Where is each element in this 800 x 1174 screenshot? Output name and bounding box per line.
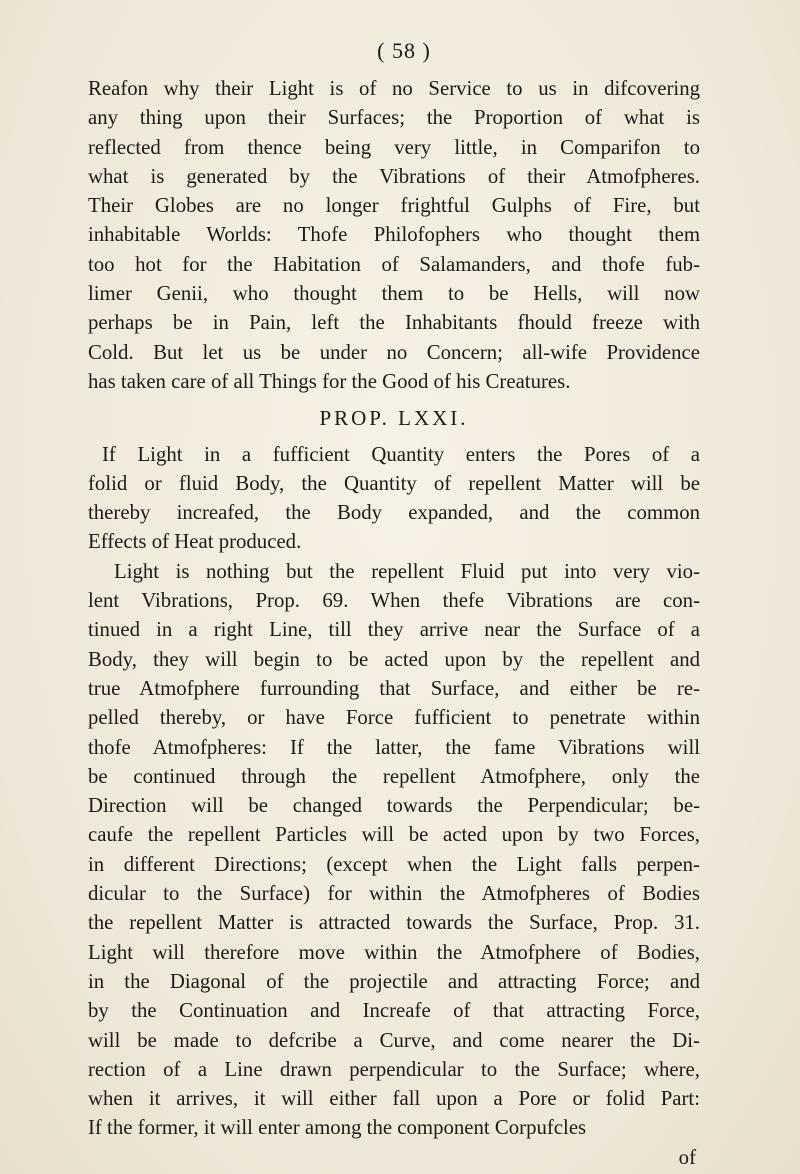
text-line: reflected from thence being very little, in Comparifon to	[88, 135, 700, 159]
text-line: Cold. But let us be under no Concern; all-wife Providence	[88, 340, 700, 364]
text-line: be continued through the repellent Atmofphere, only the	[88, 764, 700, 788]
text-line: perhaps be in Pain, left the Inhabitants fhould freeze with	[88, 311, 700, 335]
paragraph-3	[88, 557, 700, 1143]
text-line: Reafon why their Light is of no Service to us in difcovering	[88, 77, 700, 100]
text-line: in the Diagonal of the projectile and attracting Force; and	[88, 969, 700, 993]
paragraph-1	[88, 74, 700, 396]
page-number: ( 58 )	[377, 38, 431, 63]
text-line: folid or fluid Body, the Quantity of repellent Matter will be	[88, 471, 700, 495]
catchword: of	[678, 1145, 696, 1169]
text-line: inhabitable Worlds: Thofe Philofophers who thought them	[88, 223, 700, 247]
paragraph-2	[88, 440, 700, 557]
proposition-heading: PROP. LXXI.	[319, 406, 469, 431]
text-line: Direction will be changed towards the Perpendicular; be-	[88, 794, 700, 818]
text-line: Their Globes are no longer frightful Gulphs of Fire, but	[88, 194, 700, 218]
text-line: the repellent Matter is attracted towards the Surface, Prop. 31.	[88, 911, 700, 935]
text-line: Effects of Heat produced.	[88, 530, 302, 554]
text-line: Light will therefore move within the Atmofphere of Bodies,	[88, 940, 700, 964]
text-line: by the Continuation and Increafe of that attracting Force,	[88, 999, 700, 1023]
text-line: thereby increafed, the Body expanded, and the common	[88, 501, 700, 525]
text-line: in different Directions; (except when the Light falls perpen-	[88, 852, 700, 876]
text-line: tinued in a right Line, till they arrive near the Surface of a	[88, 618, 700, 642]
text-line: Body, they will begin to be acted upon by the repellent and	[88, 647, 700, 671]
text-line: thofe Atmofpheres: If the latter, the fame Vibrations will	[88, 735, 700, 759]
text-line: rection of a Line drawn perpendicular to the Surface; where,	[88, 1057, 700, 1081]
text-line: If Light in a fufficient Quantity enters the Pores of a	[102, 442, 700, 466]
text-line: any thing upon their Surfaces; the Proportion of what is	[88, 106, 700, 130]
text-line: limer Genii, who thought them to be Hells, will now	[88, 282, 700, 306]
text-line: true Atmofphere furrounding that Surface, and either be re-	[88, 676, 700, 700]
text-line: when it arrives, it will either fall upon a Pore or folid Part:	[88, 1087, 700, 1111]
text-line: too hot for the Habitation of Salamanders, and thofe fub-	[88, 252, 700, 276]
text-line: caufe the repellent Particles will be acted upon by two Forces,	[88, 823, 700, 847]
text-line: Light is nothing but the repellent Fluid put into very vio-	[114, 559, 700, 583]
text-line: lent Vibrations, Prop. 69. When thefe Vibrations are con-	[88, 589, 700, 613]
text-line: pelled thereby, or have Force fufficient to penetrate within	[88, 706, 700, 730]
text-line: dicular to the Surface) for within the Atmofpheres of Bodies	[88, 882, 700, 906]
text-line: what is generated by the Vibrations of their Atmofpheres.	[88, 164, 700, 188]
text-line: If the former, it will enter among the component Corpufcles	[88, 1116, 587, 1140]
text-line: has taken care of all Things for the Good of his Creatures.	[88, 369, 571, 393]
text-line: will be made to defcribe a Curve, and come nearer the Di-	[88, 1028, 700, 1052]
